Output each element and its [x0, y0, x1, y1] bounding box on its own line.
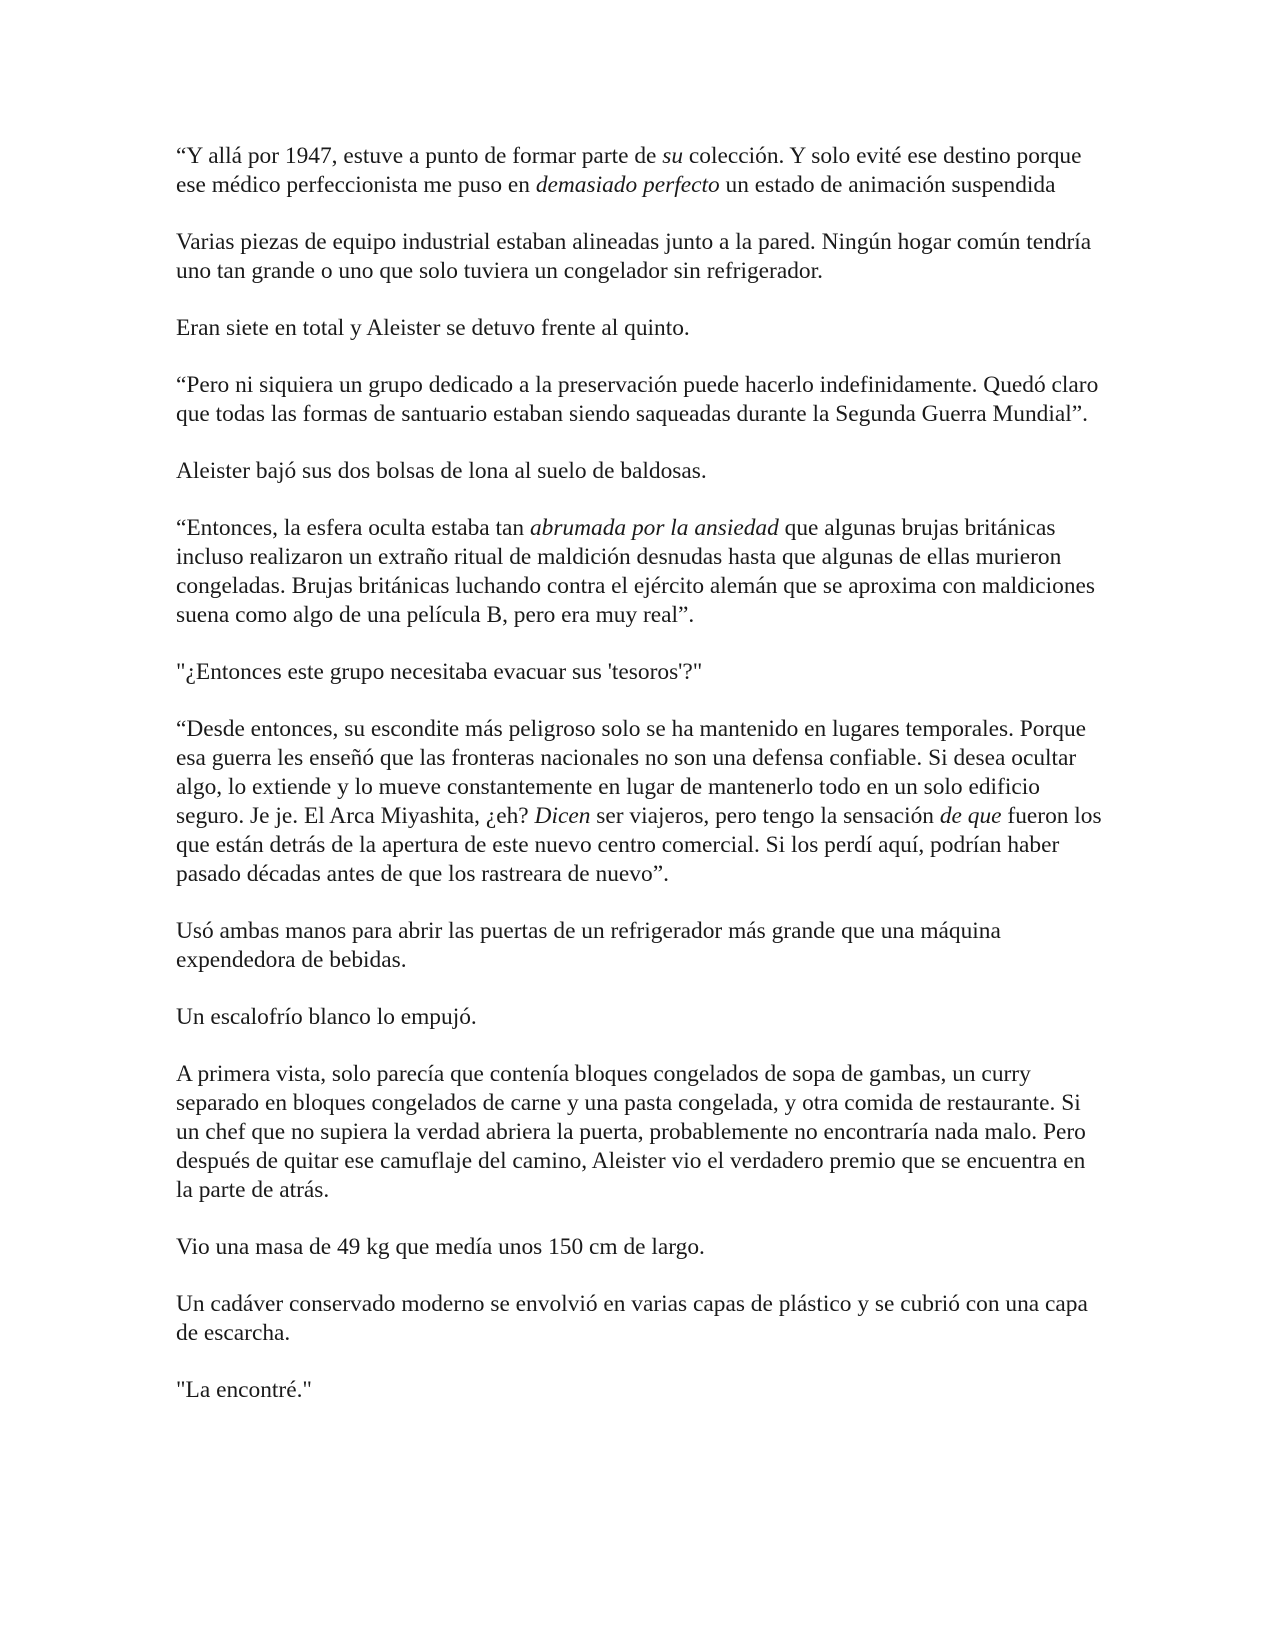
paragraph-6: [176, 514, 1106, 630]
text-segment: ser viajeros, pero tengo la sensación: [590, 803, 940, 829]
italic-segment: Dicen: [534, 803, 591, 829]
paragraph-5: [176, 457, 1106, 486]
text-segment: colección. Y solo evité ese destino porque ese médico perfeccionista me puso en: [176, 143, 1082, 198]
paragraph-13: [176, 1290, 1106, 1348]
paragraph-14: [176, 1376, 1106, 1405]
document-page: [176, 142, 1106, 1433]
italic-segment: su: [662, 143, 684, 169]
paragraph-10: [176, 1003, 1106, 1032]
italic-segment: demasiado perfecto: [535, 172, 720, 198]
text-segment: A primera vista, solo parecía que contenía bloques congelados de sopa de gambas, un curry separado en bloques congelados de carne y una pasta congelada, y otra comida de restaurante. Si un chef que no supiera la verdad abriera la puerta, probablemente no encontraría nada malo. Pero después de quitar ese camuflaje del camino, Aleister vio el verdadero premio que se encuentra en la parte de atrás.: [176, 1061, 1086, 1203]
paragraph-2: [176, 228, 1106, 286]
paragraph-12: [176, 1233, 1106, 1262]
paragraph-4: [176, 371, 1106, 429]
text-segment: Un cadáver conservado moderno se envolvió en varias capas de plástico y se cubrió con una capa de escarcha.: [176, 1291, 1088, 1346]
text-segment: "¿Entonces este grupo necesitaba evacuar sus 'tesoros'?": [176, 659, 703, 685]
paragraph-7: [176, 658, 1106, 687]
paragraph-11: [176, 1060, 1106, 1205]
text-segment: un estado de animación suspendida: [719, 172, 1056, 198]
text-segment: fueron los que están detrás de la apertura de este nuevo centro comercial. Si los perdí aquí, podrían haber pasado décadas antes de que los rastreara de nuevo”.: [176, 803, 1102, 887]
text-segment: Varias piezas de equipo industrial estaban alineadas junto a la pared. Ningún hogar común tendría uno tan grande o uno que solo tuviera un congelador sin refrigerador.: [176, 229, 1092, 284]
text-segment: "La encontré.": [176, 1377, 312, 1403]
italic-segment: de que: [939, 803, 1002, 829]
paragraph-8: [176, 715, 1106, 889]
text-segment: Eran siete en total y Aleister se detuvo frente al quinto.: [176, 315, 690, 341]
text-segment: Aleister bajó sus dos bolsas de lona al suelo de baldosas.: [176, 458, 707, 484]
paragraph-1: [176, 142, 1106, 200]
text-segment: Un escalofrío blanco lo empujó.: [176, 1004, 477, 1030]
text-segment: “Pero ni siquiera un grupo dedicado a la preservación puede hacerlo indefinidamente. Quedó claro que todas las formas de santuario estaban siendo saqueadas durante la Segunda Guerra Mundial”.: [176, 372, 1099, 427]
italic-segment: abrumada por la ansiedad: [529, 515, 779, 541]
paragraph-3: [176, 314, 1106, 343]
text-segment: Usó ambas manos para abrir las puertas de un refrigerador más grande que una máquina expendedora de bebidas.: [176, 918, 1001, 973]
text-segment: “Entonces, la esfera oculta estaba tan: [176, 515, 530, 541]
text-segment: que algunas brujas británicas incluso realizaron un extraño ritual de maldición desnudas hasta que algunas de ellas murieron congeladas. Brujas británicas luchando contra el ejército alemán que se aproxima con maldiciones suena como algo de una película B, pero era muy real”.: [176, 515, 1096, 628]
paragraph-9: [176, 917, 1106, 975]
text-segment: “Y allá por 1947, estuve a punto de formar parte de: [176, 143, 663, 169]
text-segment: “Desde entonces, su escondite más peligroso solo se ha mantenido en lugares temporales. Porque esa guerra les enseñó que las fronteras nacionales no son una defensa confiable. Si desea ocultar algo, lo extiende y lo mueve constantemente en lugar de mantenerlo todo en un solo edificio seguro. Je je. El Arca Miyashita, ¿eh?: [176, 716, 1087, 829]
text-segment: Vio una masa de 49 kg que medía unos 150 cm de largo.: [176, 1234, 705, 1260]
